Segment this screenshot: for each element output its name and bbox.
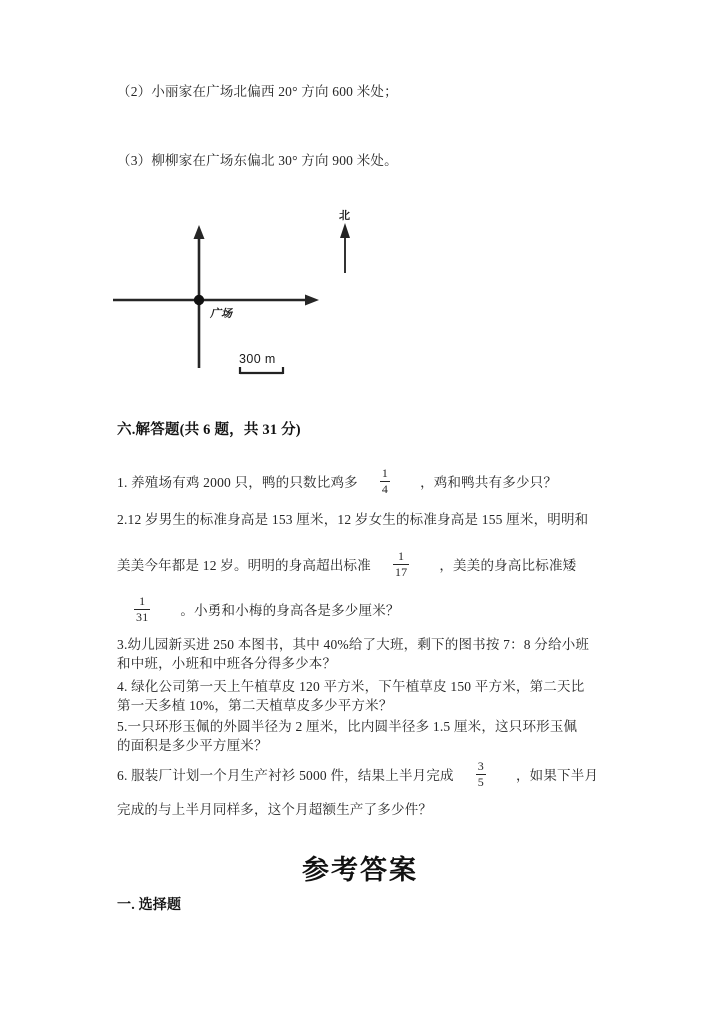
fraction-numerator: 1 xyxy=(134,595,150,610)
question-6-line-1-prefix: 6. 服装厂计划一个月生产衬衫 5000 件，结果上半月完成 xyxy=(117,767,454,783)
direction-map-diagram xyxy=(100,195,460,395)
answers-section-one-heading: 一. 选择题 xyxy=(117,898,182,913)
compass-north-arrowhead xyxy=(340,223,350,238)
fraction-denominator: 31 xyxy=(136,609,149,624)
question-6-line-1-suffix: ，如果下半月 xyxy=(515,767,599,783)
plaza-label: 广场 xyxy=(210,308,232,320)
question-2-line-2-prefix: 美美今年都是 12 岁。明明的身高超出标准 xyxy=(117,557,371,573)
location-item-3: （3）柳柳家在广场东偏北 30° 方向 900 米处。 xyxy=(117,153,398,168)
question-1-fraction xyxy=(380,467,390,495)
question-5-line-1: 5.一只环形玉佩的外圆半径为 2 厘米，比内圆半径多 1.5 厘米，这只环形玉佩 xyxy=(117,719,578,734)
scale-bar-label: 300 m xyxy=(239,352,276,366)
question-2-fraction-1 xyxy=(393,550,409,578)
question-2-line-2 xyxy=(117,551,576,579)
question-6-line-1 xyxy=(117,761,598,789)
east-arrowhead xyxy=(305,295,319,306)
question-2-line-3 xyxy=(130,596,400,624)
question-6-line-2: 完成的与上半月同样多，这个月超额生产了多少件？ xyxy=(117,802,433,817)
diagram-svg xyxy=(100,195,460,395)
question-1 xyxy=(117,468,557,496)
north-label: 北 xyxy=(339,210,350,222)
fraction-denominator: 5 xyxy=(477,774,484,789)
fraction-numerator: 3 xyxy=(477,759,484,773)
question-4-line-2: 第一天多植 10%，第二天植草皮多少平方米？ xyxy=(117,698,393,713)
plaza-origin-dot xyxy=(194,295,204,305)
question-2-fraction-2 xyxy=(134,595,150,623)
question-2-line-1: 2.12 岁男生的标准身高是 153 厘米，12 岁女生的标准身高是 155 厘米，明明和 xyxy=(117,512,589,527)
question-2-line-3-suffix: 。小勇和小梅的身高各是多少厘米？ xyxy=(180,602,400,618)
location-item-2: （2）小丽家在广场北偏西 20° 方向 600 米处； xyxy=(117,84,398,99)
question-6-fraction xyxy=(476,760,486,788)
question-2-line-2-suffix: ，美美的身高比标准矮 xyxy=(439,557,577,573)
reference-answers-title: 参考答案 xyxy=(302,855,418,885)
question-3-line-1: 3.幼儿园新买进 250 本图书，其中 40%给了大班，剩下的图书按 7：8 分给小班 xyxy=(117,637,590,652)
fraction-denominator: 4 xyxy=(381,481,389,496)
fraction-denominator: 17 xyxy=(394,564,408,579)
section-heading-six: 六.解答题(共 6 题，共 31 分) xyxy=(117,422,301,438)
question-5-line-2: 的面积是多少平方厘米？ xyxy=(117,738,268,753)
question-4-line-1: 4. 绿化公司第一天上午植草皮 120 平方米，下午植草皮 150 平方米，第二天比 xyxy=(117,679,585,694)
fraction-numerator: 1 xyxy=(381,466,389,480)
question-1-suffix: ，鸡和鸭共有多少只？ xyxy=(420,474,558,490)
fraction-numerator: 1 xyxy=(393,550,409,565)
question-3-line-2: 和中班，小班和中班各分得多少本？ xyxy=(117,656,337,671)
axis-north-arrowhead xyxy=(194,225,205,239)
question-1-prefix: 1. 养殖场有鸡 2000 只，鸭的只数比鸡多 xyxy=(117,474,358,490)
